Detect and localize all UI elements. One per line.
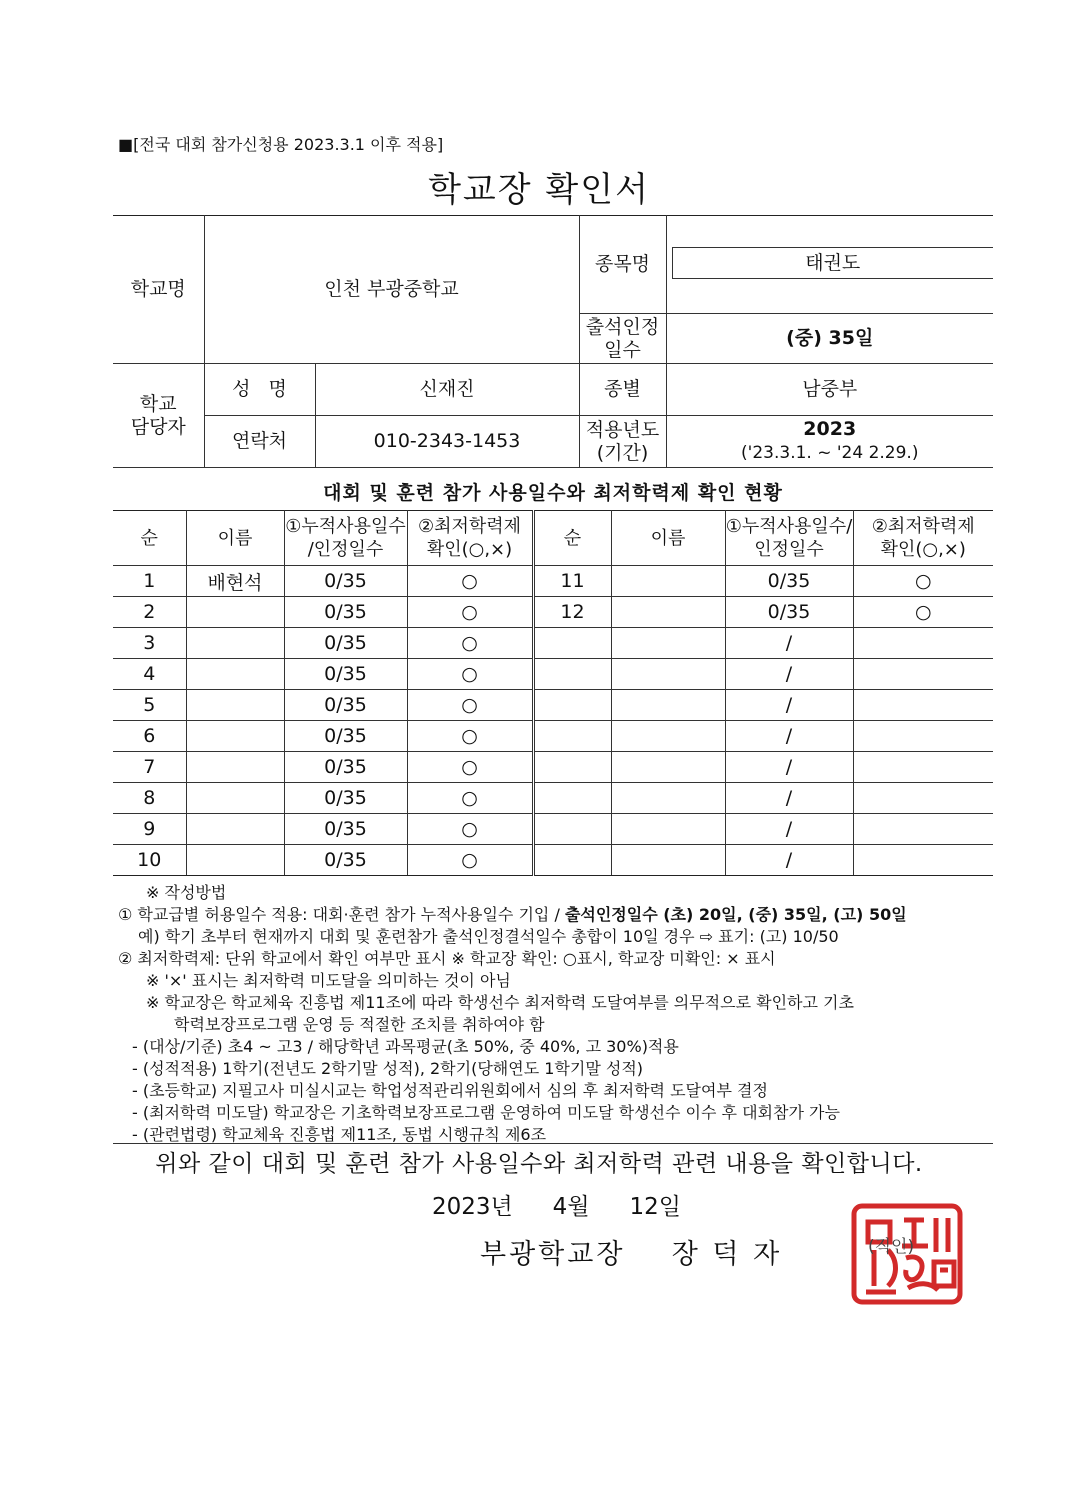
- cell-name: [186, 845, 284, 876]
- cell-check: ○: [407, 752, 533, 783]
- notes-bullet-1: - (대상/기준) 초4 ~ 고3 / 해당학년 과목평균(초 50%, 중 40%, 고 30%)적용: [132, 1037, 679, 1056]
- cell-check-r: ○: [853, 566, 993, 597]
- cell-days: 0/35: [284, 721, 407, 752]
- table-row: [113, 628, 993, 659]
- cell-name-r: [611, 566, 725, 597]
- cell-days: 0/35: [284, 783, 407, 814]
- header-days-1: ①누적사용일수: [285, 516, 406, 537]
- header-days-2: /인정일수: [307, 539, 384, 560]
- header-name-right: 이름: [611, 511, 725, 566]
- year-value-cell: [666, 416, 993, 468]
- cell-name-r: [611, 659, 725, 690]
- school-name: 인천 부광중학교: [204, 216, 579, 364]
- attendance-label-1: 출석인정: [585, 315, 660, 338]
- attendance-label: [579, 314, 666, 364]
- cell-name: [186, 628, 284, 659]
- cell-name: [186, 783, 284, 814]
- year-period: ('23.3.1. ~ '24 2.29.): [741, 443, 919, 463]
- cell-no: 3: [113, 628, 186, 659]
- cell-check-r: [853, 659, 993, 690]
- issue-date: 2023년 4월 12일: [432, 1194, 681, 1220]
- notes-heading: ※ 작성방법: [146, 883, 227, 902]
- cell-check-r: [853, 690, 993, 721]
- cell-no-r: [533, 659, 611, 690]
- cell-days-r: /: [725, 845, 853, 876]
- header-check-2: 확인(○,×): [426, 539, 513, 560]
- cell-no: 4: [113, 659, 186, 690]
- page-title: 학교장 확인서: [428, 170, 650, 210]
- notes-line-1-b: 출석인정일수 (초) 20일, (중) 35일, (고) 50일: [564, 905, 907, 924]
- cell-no: 2: [113, 597, 186, 628]
- cell-name-r: [611, 845, 725, 876]
- cell-name: [186, 721, 284, 752]
- notes-line-6: 학력보장프로그램 운영 등 적절한 조치를 취하여야 함: [174, 1015, 545, 1034]
- notes-line-2: 예) 학기 초부터 현재까지 대회 및 훈련참가 출석인정결석일수 총합이 10일 경우 ⇨ 표기: (고) 10/50: [138, 927, 839, 946]
- category-value: 남중부: [666, 364, 993, 416]
- cell-check: ○: [407, 690, 533, 721]
- usage-table: [113, 510, 993, 876]
- cell-no: 10: [113, 845, 186, 876]
- cell-days-r: /: [725, 628, 853, 659]
- cell-days-r: /: [725, 814, 853, 845]
- cell-days: 0/35: [284, 597, 407, 628]
- contact-label: 연락처: [204, 416, 315, 468]
- cell-days: 0/35: [284, 752, 407, 783]
- attendance-value: (중) 35일: [666, 314, 993, 364]
- notes-line-5: ※ 학교장은 학교체육 진흥법 제11조에 따라 학생선수 최저학력 도달여부를 의무적으로 확인하고 기초: [146, 993, 854, 1012]
- notes-bullet-3: - (초등학교) 지필고사 미실시교는 학업성적관리위원회에서 심의 후 최저학력 도달여부 결정: [132, 1081, 768, 1100]
- cell-name: [186, 814, 284, 845]
- notes-line-1-a: ① 학교급별 허용일수 적용: 대회·훈련 참가 누적사용일수 기입 /: [118, 905, 565, 924]
- header-no-right: 순: [533, 511, 611, 566]
- cell-days: 0/35: [284, 566, 407, 597]
- cell-name-r: [611, 597, 725, 628]
- cell-no-r: [533, 752, 611, 783]
- usage-section-title: 대회 및 훈련 참가 사용일수와 최저학력제 확인 현황: [323, 482, 783, 504]
- cell-days-r: 0/35: [725, 566, 853, 597]
- cell-check: ○: [407, 628, 533, 659]
- manager-label-1: 학교: [139, 392, 177, 415]
- cell-days: 0/35: [284, 814, 407, 845]
- cell-no: 1: [113, 566, 186, 597]
- cell-no: 6: [113, 721, 186, 752]
- table-row: [113, 597, 993, 628]
- notes-bullet-4: - (최저학력 미도달) 학교장은 기초학력보장프로그램 운영하여 미도달 학생선수 이수 후 대회참가 가능: [132, 1103, 840, 1122]
- school-label: 학교명: [113, 216, 204, 364]
- cell-name: [186, 690, 284, 721]
- cell-check-r: [853, 721, 993, 752]
- header-name: 이름: [186, 511, 284, 566]
- cell-check: ○: [407, 721, 533, 752]
- cell-check: ○: [407, 566, 533, 597]
- cell-check: ○: [407, 659, 533, 690]
- cell-no: 8: [113, 783, 186, 814]
- cell-check: ○: [407, 597, 533, 628]
- notes: [118, 882, 998, 1146]
- event-label: 종목명: [579, 216, 666, 314]
- confirm-text: 위와 같이 대회 및 훈련 참가 사용일수와 최저학력 관련 내용을 확인합니다.: [155, 1151, 923, 1177]
- cell-days-r: /: [725, 659, 853, 690]
- header-check-1: ②최저학력제: [417, 516, 522, 537]
- usage-header-row: [113, 511, 993, 566]
- header-days: [284, 511, 407, 566]
- header-check-right-2: 확인(○,×): [880, 539, 966, 560]
- cell-no: 9: [113, 814, 186, 845]
- table-row: [113, 690, 993, 721]
- cell-check: ○: [407, 783, 533, 814]
- cell-no-r: 12: [533, 597, 611, 628]
- cell-name-r: [611, 783, 725, 814]
- cell-no: 5: [113, 690, 186, 721]
- cell-no-r: 11: [533, 566, 611, 597]
- header-days-right: [725, 511, 853, 566]
- header-check: [407, 511, 533, 566]
- cell-days-r: 0/35: [725, 597, 853, 628]
- header-note: ■[전국 대회 참가신청용 2023.3.1 이후 적용]: [118, 135, 444, 154]
- header-check-right-1: ②최저학력제: [871, 516, 975, 537]
- year-label: [579, 416, 666, 468]
- contact-value: 010-2343-1453: [315, 416, 579, 468]
- year-value: 2023: [803, 418, 857, 440]
- cell-days-r: /: [725, 752, 853, 783]
- header-check-right: [853, 511, 993, 566]
- table-row: [113, 566, 993, 597]
- cell-name-r: [611, 721, 725, 752]
- cell-name-r: [611, 752, 725, 783]
- cell-days: 0/35: [284, 659, 407, 690]
- year-label-2: (기간): [596, 441, 649, 464]
- cell-days-r: /: [725, 783, 853, 814]
- cell-check-r: [853, 814, 993, 845]
- cell-check-r: [853, 752, 993, 783]
- cell-no-r: [533, 814, 611, 845]
- attendance-label-2: 일수: [604, 338, 641, 361]
- manager-label: [113, 364, 204, 468]
- cell-check-r: ○: [853, 597, 993, 628]
- cell-no: 7: [113, 752, 186, 783]
- year-label-1: 적용년도: [585, 418, 660, 441]
- cell-no-r: [533, 783, 611, 814]
- cell-check-r: [853, 628, 993, 659]
- cell-days: 0/35: [284, 845, 407, 876]
- event-value: 태권도: [672, 247, 994, 279]
- manager-label-2: 담당자: [130, 415, 186, 438]
- cell-name-r: [611, 690, 725, 721]
- cell-days-r: /: [725, 690, 853, 721]
- table-row: [113, 721, 993, 752]
- cell-no-r: [533, 721, 611, 752]
- category-label: 종별: [579, 364, 666, 416]
- header-days-right-1: ①누적사용일수/: [725, 516, 853, 537]
- cell-check: ○: [407, 845, 533, 876]
- notes-line-4: ※ '×' 표시는 최저학력 미도달을 의미하는 것이 아님: [146, 971, 511, 990]
- principal-name: 부광학교장 장 덕 자: [480, 1239, 783, 1270]
- header-days-right-2: 인정일수: [754, 539, 824, 560]
- cell-no-r: [533, 845, 611, 876]
- table-row: [113, 783, 993, 814]
- notes-line-3: ② 최저학력제: 단위 학교에서 확인 여부만 표시 ※ 학교장 확인: ○표시, 학교장 미확인: × 표시: [118, 949, 776, 968]
- cell-name: 배현석: [186, 566, 284, 597]
- cell-name: [186, 659, 284, 690]
- header-no: 순: [113, 511, 186, 566]
- cell-no-r: [533, 628, 611, 659]
- table-row: [113, 814, 993, 845]
- cell-days: 0/35: [284, 690, 407, 721]
- cell-check: ○: [407, 814, 533, 845]
- name-value: 신재진: [315, 364, 579, 416]
- notes-bullet-2: - (성적적용) 1학기(전년도 2학기말 성적), 2학기(당해연도 1학기말 성적): [132, 1059, 644, 1078]
- table-row: [113, 659, 993, 690]
- table-row: [113, 845, 993, 876]
- cell-name: [186, 597, 284, 628]
- cell-days-r: /: [725, 721, 853, 752]
- cell-check-r: [853, 783, 993, 814]
- cell-check-r: [853, 845, 993, 876]
- notes-bullet-5: - (관련법령) 학교체육 진흥법 제11조, 동법 시행규칙 제6조: [132, 1125, 547, 1144]
- name-label: 성 명: [204, 364, 315, 416]
- cell-name-r: [611, 628, 725, 659]
- divider: [113, 1143, 993, 1144]
- cell-no-r: [533, 690, 611, 721]
- info-table: [113, 215, 993, 468]
- notes-line-1: [118, 904, 998, 926]
- seal-label: (직인): [868, 1237, 915, 1257]
- cell-days: 0/35: [284, 628, 407, 659]
- cell-name-r: [611, 814, 725, 845]
- table-row: [113, 752, 993, 783]
- cell-name: [186, 752, 284, 783]
